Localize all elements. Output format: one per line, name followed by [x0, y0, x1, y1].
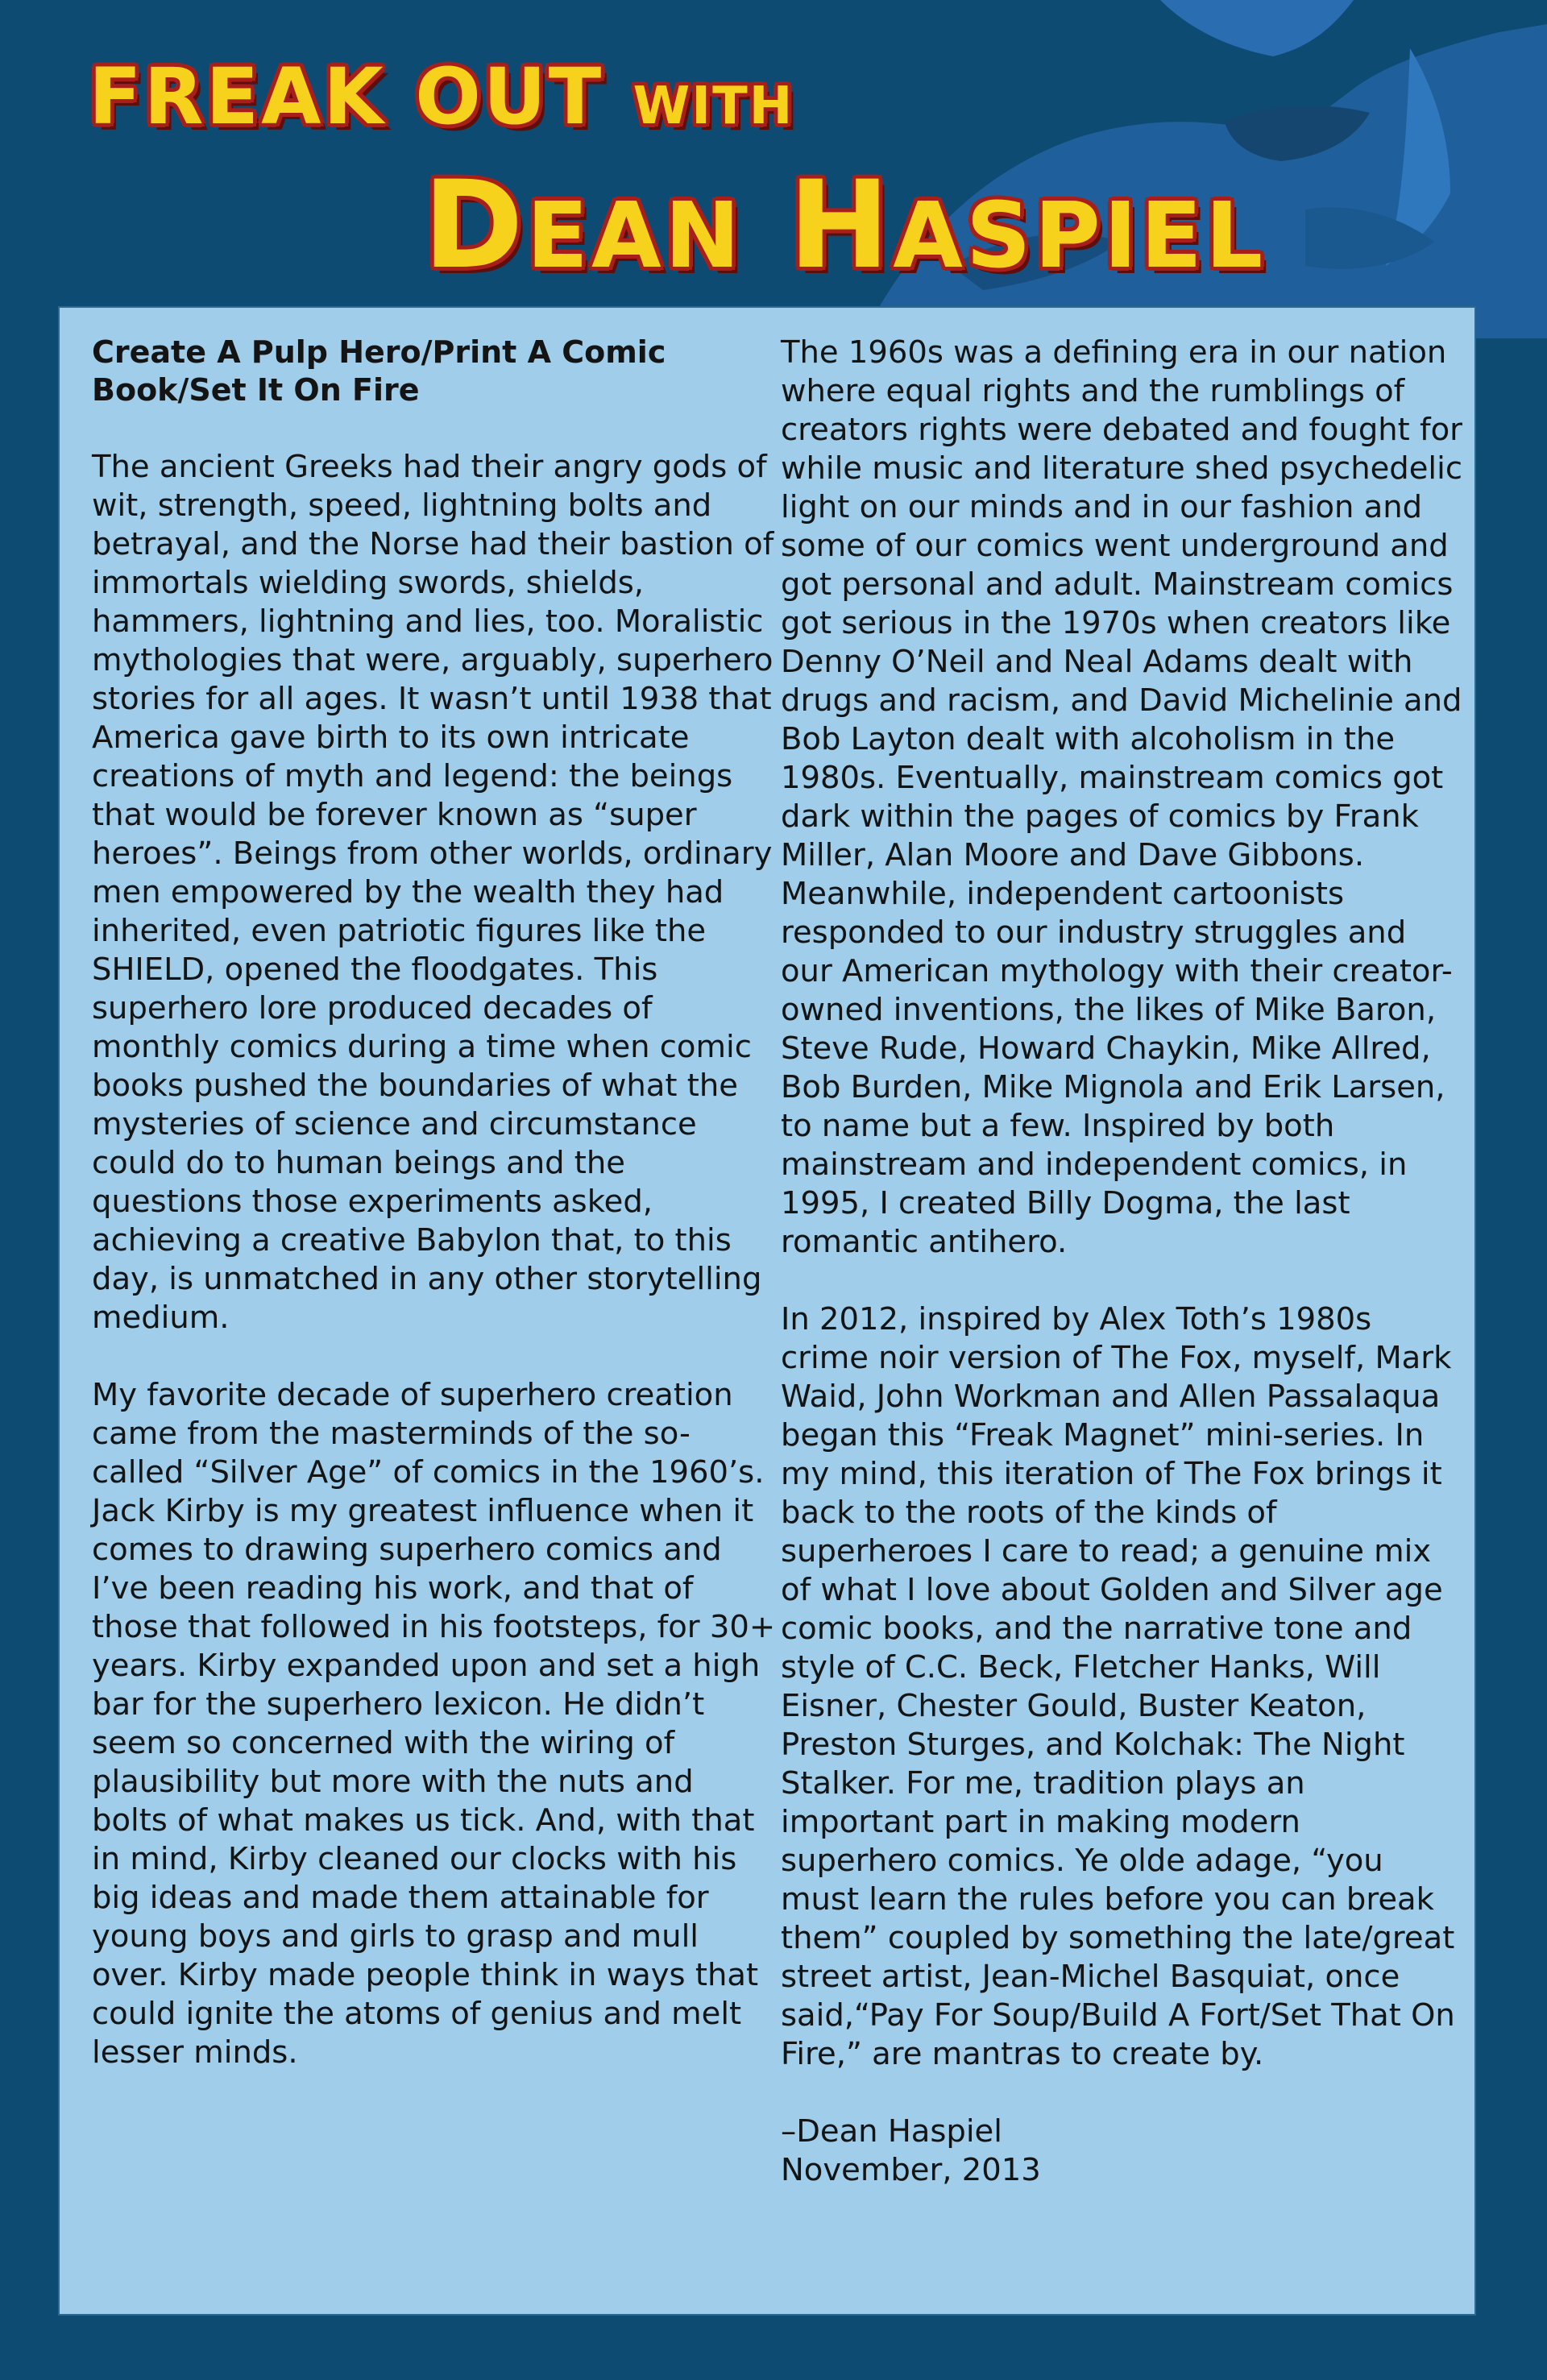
article-panel [58, 306, 1476, 2316]
article-paragraph: The 1960s was a defining era in our nation where equal rights and the rumblings of creators rights were debated and fought for while music and literature shed psychedelic light on our minds and in our fashion and some of our comics went underground and got personal and adult. Mainstream comics got serious in the 1970s when creators like Denny O’Neil and Neal Adams dealt with drugs and racism, and David Michelinie and Bob Layton dealt with alcoholism in the 1980s. Eventually, mainstream comics got dark within the pages of comics by Frank Miller, Alan Moore and Dave Gibbons. Meanwhile, independent cartoonists responded to our industry struggles and our American mythology with their creator-owned inventions, the likes of Mike Baron, Steve Rude, Howard Chaykin, Mike Allred, Bob Burden, Mike Mignola and Erik Larsen, to name but a few. Inspired by both mainstream and independent comics, in 1995, I created Billy Dogma, the last romantic antihero. [781, 334, 1462, 1260]
article-paragraph: The ancient Greeks had their angry gods of wit, strength, speed, lightning bolts and betrayal, and the Norse had their bastion of immortals wielding swords, shields, hammers, lightning and lies, too. Moralistic mythologies that were, arguably, superhero stories for all ages. It wasn’t until 1938 that America gave birth to its own intricate creations of myth and legend: the beings that would be forever known as “super heroes”. Beings from other worlds, ordinary men empowered by the wealth they had inherited, even patriotic figures like the SHIELD, opened the floodgates. This superhero lore produced decades of monthly comics during a time when comic books pushed the boundaries of what the mysteries of science and circumstance could do to human beings and the questions those experiments asked, achieving a creative Babylon that, to this day, is unmatched in any other storytelling medium. [92, 449, 774, 1336]
author-signature: –Dean Haspiel [781, 2113, 1002, 2150]
article-paragraph: In 2012, inspired by Alex Toth’s 1980s crime noir version of The Fox, myself, Mark Waid, John Workman and Allen Passalaqua began this “Freak Magnet” mini-series. In my mind, this iteration of The Fox brings it back to the roots of the kinds of superheroes I care to read; a genuine mix of what I love about Golden and Silver age comic books, and the narrative tone and style of C.C. Beck, Fletcher Hanks, Will Eisner, Chester Gould, Buster Keaton, Preston Sturges, and Kolchak: The Night Stalker. For me, tradition plays an important part in making modern superhero comics. Ye olde adage, “you must learn the rules before you can break them” coupled by something the late/great street artist, Jean-Michel Basquiat, once said,“Pay For Soup/Build A Fort/Set That On Fire,” are mantras to create by. [781, 1301, 1455, 2072]
article-column-left [92, 334, 777, 2111]
article-heading: Create A Pulp Hero/Print A Comic Book/Set It On Fire [92, 334, 666, 408]
title-with: WITH [632, 77, 794, 136]
article-column-right [781, 334, 1466, 2190]
title-dean-haspiel: DEAN HASPIEL [423, 155, 1267, 296]
article-paragraph: My favorite decade of superhero creation came from the masterminds of the so-called “Silver Age” of comics in the 1960’s. Jack Kirby is my greatest influence when it comes to drawing superhero comics and I’ve been reading his work, and that of those that followed in his footsteps, for 30+ years. Kirby expanded upon and set a high bar for the superhero lexicon. He didn’t seem so concerned with the wiring of plausibility but more with the nuts and bolts of what makes us tick. And, with that in mind, Kirby cleaned our clocks with his big ideas and made them attainable for young boys and girls to grasp and mull over. Kirby made people think in ways that could ignite the atoms of genius and melt lesser minds. [92, 1377, 776, 2071]
title-freak-out: FREAK OUT WITH [89, 52, 794, 142]
article-date: November, 2013 [781, 2152, 1041, 2188]
